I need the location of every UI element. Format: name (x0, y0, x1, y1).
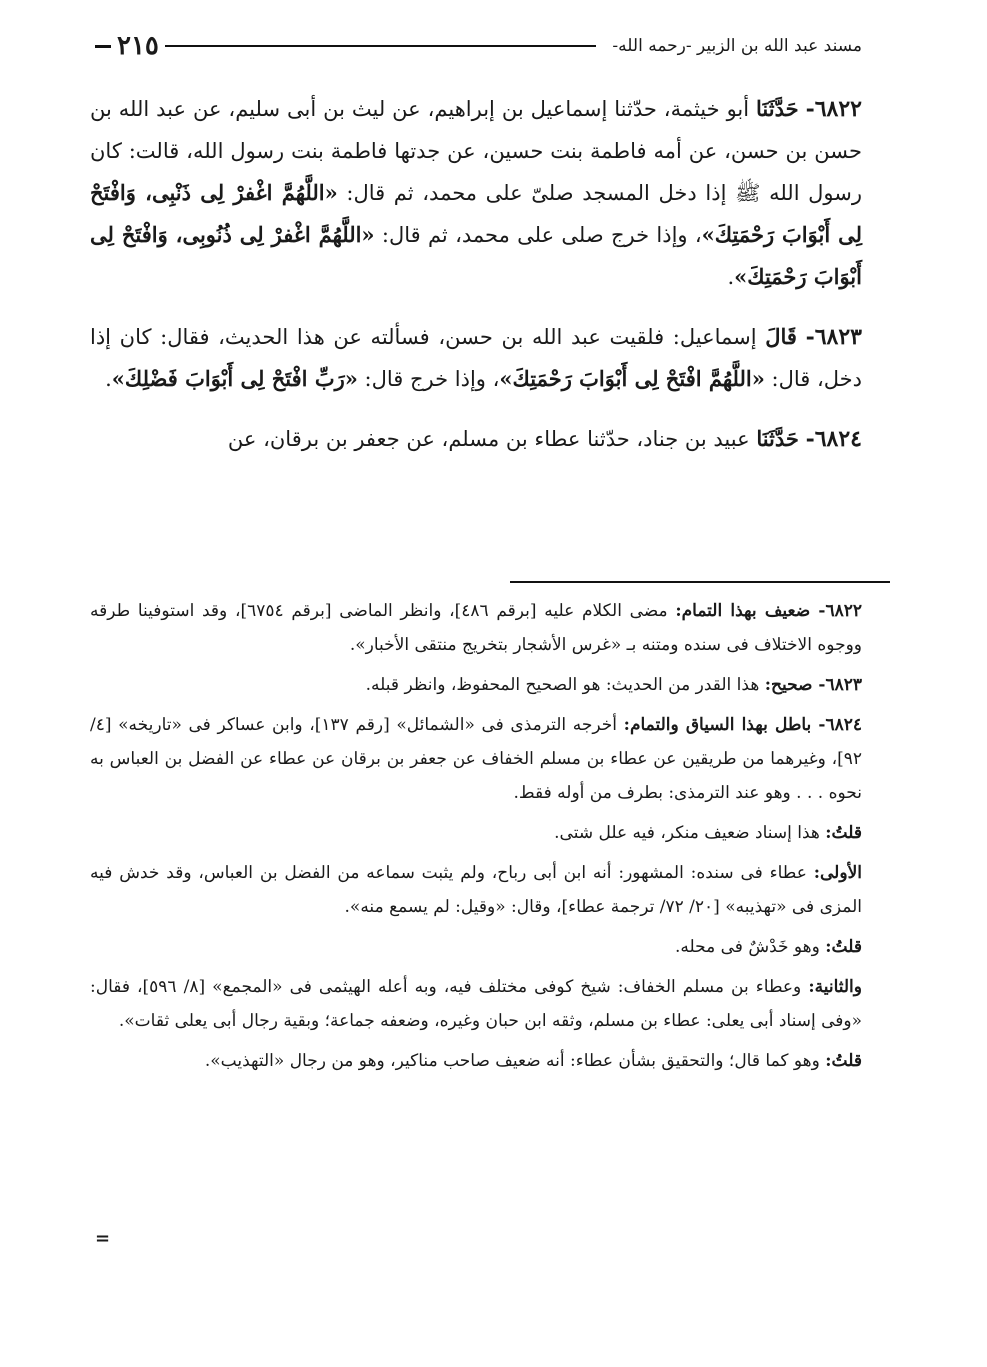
note-6822 (90, 594, 862, 662)
hadith-text: . (727, 265, 735, 289)
hadith-lead: حَدَّثَنَا (756, 426, 799, 451)
note-text: عطاء فى سنده: المشهور: أنه ابن أبى رباح، ولم يثبت سماعه من الفضل بن العباس، وقد خدش فيه المزى فى «تهذيبه» [٢٠/ ٧٢/ ترجمة عطاء]، وقال: «وقيل: لم يسمع منه». (90, 863, 862, 917)
note-text: وعطاء بن مسلم الخفاف: شيخ كوفى مختلف فيه، وبه أعله الهيثمى فى «المجمع» [٨/ ٥٩٦]، فقال: «وفى إسناد أبى يعلى: عطاء بن مسلم، وثقه ابن حبان وغيره، وضعفه جماعة؛ وبقية رجال أبى يعلى ثقات». (90, 977, 862, 1031)
note-text: هذا القدر من الحديث: هو الصحيح المحفوظ، وانظر قبله. (365, 675, 760, 695)
note-label: قلتُ: (825, 1051, 862, 1071)
hadith-dua: «رَبِّ افْتَحْ لِى أَبْوَابَ فَضْلِكَ» (111, 366, 358, 391)
note-second (90, 970, 862, 1038)
note-6823 (90, 668, 862, 702)
note-label: الأولى: (813, 863, 862, 883)
hadith-text: . (105, 367, 112, 391)
note-text: وهو كما قال؛ والتحقيق بشأن عطاء: أنه ضعيف صاحب مناكير، وهو من رجال «التهذيب». (204, 1051, 820, 1071)
hadith-lead: حَدَّثَنَا (756, 96, 799, 121)
header-rule (165, 45, 597, 47)
hadith-6822 (90, 88, 862, 298)
hadith-6823 (90, 316, 862, 400)
note-qultu-3 (90, 1044, 862, 1078)
note-text: أخرجه الترمذى فى «الشمائل» [رقم ١٣٧]، وابن عساكر فى «تاريخه» [٤/ ٩٢]، وغيرهما من طريقين عن عطاء بن مسلم الخفاف عن جعفر بن برقان عن عطاء عن الفضل بن العباس به نحوه . . . وهو عند الترمذى: بطرف من أوله فقط. (90, 715, 862, 803)
hadith-text: إسماعيل: فلقيت عبد الله بن حسن، فسألته عن هذا الحديث، فقال: كان إذا دخل، قال: (90, 325, 862, 391)
note-first (90, 856, 862, 924)
hadith-text: ، وإذا خرج قال: (364, 367, 500, 391)
hadith-text: ، وإذا خرج صلى على محمد، ثم قال: (381, 223, 702, 247)
page-number-group (95, 31, 159, 61)
hadith-6824 (90, 418, 862, 460)
header-title: مسند عبد الله بن الزبير -رحمه الله- (612, 36, 862, 56)
hadith-dua: «اللَّهُمَّ اغْفرْ لِى ذُنُوبِى، وَافْتَحْ لِى أَبْوَابَ رَحْمَتِكَ» (90, 222, 862, 289)
note-text: مضى الكلام عليه [برقم ٤٨٦]، وانظر الماضى [برقم ٦٧٥٤]، وقد استوفينا طرقه ووجوه الاختلاف فى سنده ومتنه بـ «غرس الأشجار بتخريج منتقى الأخبار». (90, 601, 862, 655)
hadith-number: ٦٨٢٤- (805, 426, 862, 452)
hadith-text: أبو خيثمة، حدّثنا إسماعيل بن إبراهيم، عن ليث بن أبى سليم، عن عبد الله بن حسن بن حسن، عن أمه فاطمة بنت حسين، عن جدتها فاطمة بنت رسول الله، قالت: كان رسول الله ﷺ إذا دخل المسجد صلىّ على محمد، ثم قال: (90, 97, 863, 205)
note-text: وهو خَدْشٌ فى محله. (674, 937, 820, 957)
page-number: ٢١٥ (117, 31, 159, 61)
hadith-dua: «اللَّهُمَّ افْتَحْ لِى أَبْوَابَ رَحْمَتِكَ» (499, 366, 765, 391)
hadith-lead: قَالَ (765, 324, 797, 349)
hadith-number: ٦٨٢٣- (805, 324, 862, 350)
note-label: ٦٨٢٣- صحيح: (764, 675, 862, 695)
note-label: قلتُ: (825, 823, 862, 843)
note-label: قلتُ: (825, 937, 862, 957)
page-number-dash (95, 45, 111, 48)
note-label: والثانية: (808, 977, 862, 997)
hadith-text: عبيد بن جناد، حدّثنا عطاء بن مسلم، عن جعفر بن برقان، عن (227, 427, 750, 451)
note-text: هذا إسناد ضعيف منكر، فيه علل شتى. (554, 823, 820, 843)
note-label: ٦٨٢٤- باطل بهذا السياق والتمام: (623, 715, 862, 735)
hadith-number: ٦٨٢٢- (805, 96, 862, 122)
note-qultu-1 (90, 816, 862, 850)
hadith-dua: «اللَّهُمَّ اغْفرْ لِى ذَنْبِى، وَافْتَحْ لِى أَبْوَابَ رَحْمَتِكَ» (90, 180, 862, 247)
running-header (95, 28, 862, 64)
continuation-mark: = (95, 1228, 111, 1249)
note-6824 (90, 708, 862, 810)
main-text (90, 88, 862, 478)
footnotes (90, 594, 862, 1084)
footnote-separator (510, 581, 890, 583)
note-qultu-2 (90, 930, 862, 964)
note-label: ٦٨٢٢- ضعيف بهذا التمام: (675, 601, 862, 621)
